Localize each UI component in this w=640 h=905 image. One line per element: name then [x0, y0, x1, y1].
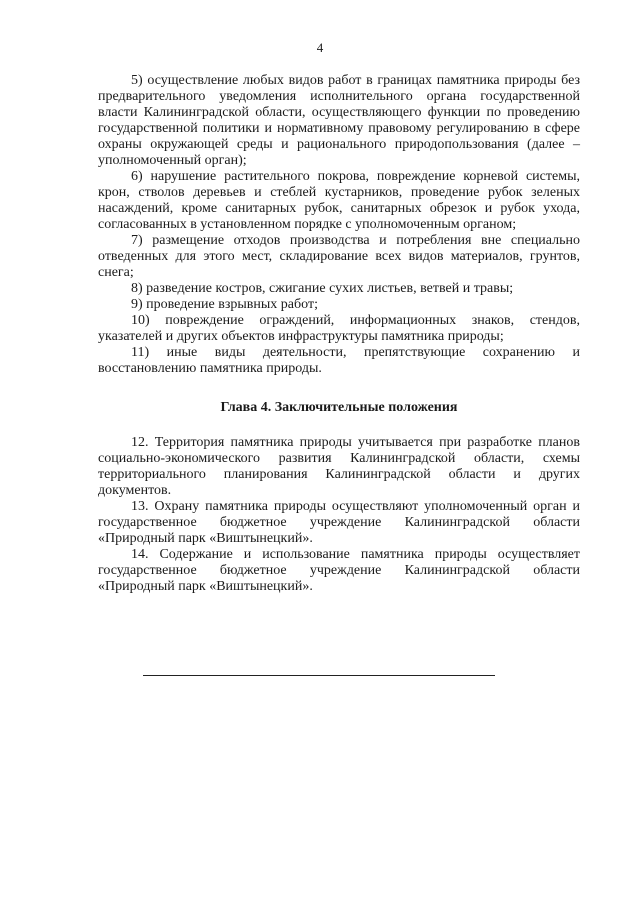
chapter-heading: Глава 4. Заключительные положения: [220, 400, 458, 415]
end-of-document-rule: [143, 675, 495, 676]
list-item-8: 8) разведение костров, сжигание сухих листьев, ветвей и травы;: [131, 281, 514, 296]
list-item-7: 7) размещение отходов производства и потребления вне специально отведенных для этого мест, складирование всех видов материалов, грунтов, снега;: [98, 233, 580, 280]
list-item-10: 10) повреждение ограждений, информационных знаков, стендов, указателей и других объектов инфраструктуры памятника природы;: [98, 313, 580, 344]
final-provisions: [98, 435, 580, 595]
clause-13: 13. Охрану памятника природы осуществляют уполномоченный орган и государственное бюджетное учреждение Калининградской области «Природный парк «Виштынецкий».: [98, 499, 580, 546]
list-item-11: 11) иные виды деятельности, препятствующие сохранению и восстановлению памятника природы.: [98, 345, 580, 376]
prohibited-activities-list: [98, 73, 580, 377]
list-item-9: 9) проведение взрывных работ;: [131, 297, 318, 312]
clause-12: 12. Территория памятника природы учитывается при разработке планов социально-экономического развития Калининградской области, схемы территориального планирования Калининградской области и других документов.: [98, 435, 580, 498]
clause-14: 14. Содержание и использование памятника природы осуществляет государственное бюджетное учреждение Калининградской области «Природный парк «Виштынецкий».: [98, 547, 580, 594]
list-item-6: 6) нарушение растительного покрова, повреждение корневой системы, крон, стволов деревьев и стеблей кустарников, проведение рубок зеленых насаждений, кроме санитарных рубок, санитарных обрезок и рубок ухода, согласованных в установленном порядке с уполномоченным органом;: [98, 169, 580, 232]
list-item-5: 5) осуществление любых видов работ в границах памятника природы без предварительного уведомления исполнительного органа государственной власти Калининградской области, осуществляющего функции по проведению государственной политики и нормативному правовому регулированию в сфере охраны окружающей среды и рационального природопользования (далее – уполномоченный орган);: [98, 73, 580, 168]
page-number: 4: [316, 40, 324, 55]
document-body: [98, 73, 580, 595]
